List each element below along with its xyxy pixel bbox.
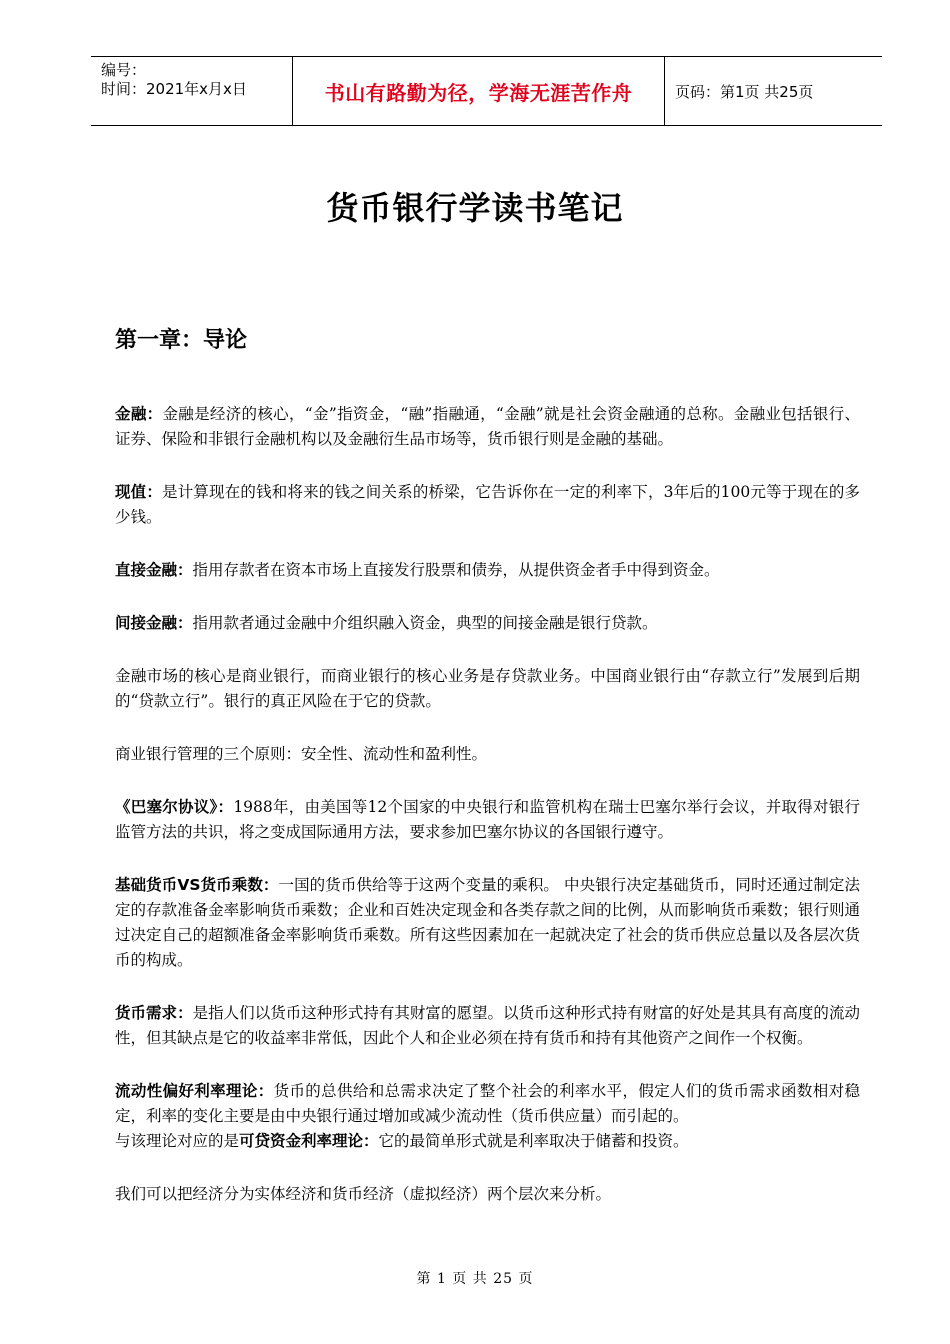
paragraph-text: 它的最简单形式就是利率取决于储蓄和投资。 (378, 1132, 689, 1150)
paragraph-text: 是指人们以货币这种形式持有其财富的愿望。以货币这种形式持有财富的好处是其具有高度的流动性，但其缺点是它的收益率非常低，因此个人和企业必须在持有货币和持有其他资产之间作一个权衡。 (115, 1004, 860, 1047)
header-time-label: 时间：2021年x月x日 (101, 80, 247, 98)
paragraph-bank-principles (115, 742, 860, 767)
paragraph-text: 是计算现在的钱和将来的钱之间关系的桥梁，它告诉你在一定的利率下，3年后的100元等于现在的多少钱。 (115, 483, 860, 526)
header-page-label: 页码：第1页 共25页 (675, 82, 814, 101)
paragraph-economy-levels (115, 1182, 860, 1207)
header-meta (91, 57, 291, 125)
paragraph-loanable-funds (115, 1129, 860, 1154)
term-label: 直接金融： (115, 561, 193, 579)
page-footer: 第 1 页 共 25 页 (416, 1271, 534, 1287)
term-label: 金融： (115, 405, 163, 423)
paragraph-present-value (115, 480, 860, 530)
paragraph-text: 商业银行管理的三个原则：安全性、流动性和盈利性。 (115, 745, 488, 763)
paragraph-monetary-base (115, 873, 860, 973)
chapter-heading: 第一章：导论 (115, 328, 248, 353)
paragraph-liquidity-preference (115, 1079, 860, 1129)
term-label: 间接金融： (115, 614, 193, 632)
paragraph-text: 金融市场的核心是商业银行，而商业银行的核心业务是存贷款业务。中国商业银行由“存款立行”发展到后期的“贷款立行”。银行的真正风险在于它的贷款。 (115, 667, 860, 710)
paragraph-text: 金融是经济的核心，“金”指资金，“融”指融通，“金融”就是社会资金融通的总称。金融业包括银行、证券、保险和非银行金融机构以及金融衍生品市场等，货币银行则是金融的基础。 (115, 405, 860, 448)
paragraph-text: 我们可以把经济分为实体经济和货币经济（虚拟经济）两个层次来分析。 (115, 1185, 612, 1203)
paragraph-text: 货币的总供给和总需求决定了整个社会的利率水平，假定人们的货币需求函数相对稳定，利率的变化主要是由中央银行通过增加或减少流动性（货币供应量）而引起的。 (115, 1082, 860, 1125)
document-body (115, 402, 860, 1235)
paragraph-indirect-finance (115, 611, 860, 636)
paragraph-text: 指用存款者在资本市场上直接发行股票和债券，从提供资金者手中得到资金。 (192, 561, 720, 579)
header-page-cell (665, 57, 882, 125)
paragraph-money-demand (115, 1001, 860, 1051)
page-header (91, 56, 882, 126)
term-label: 流动性偏好利率理论： (115, 1082, 274, 1100)
paragraph-basel-accord (115, 795, 860, 845)
paragraph-finance (115, 402, 860, 452)
header-motto-cell (292, 57, 665, 125)
document-title: 货币银行学读书笔记 (326, 189, 624, 227)
paragraph-text: 1988年，由美国等12个国家的中央银行和监管机构在瑞士巴塞尔举行会议，并取得对银行监管方法的共识，将之变成国际通用方法，要求参加巴塞尔协议的各国银行遵守。 (115, 798, 860, 841)
term-label: 《巴塞尔协议》： (115, 798, 234, 816)
paragraph-direct-finance (115, 558, 860, 583)
term-label: 现值： (115, 483, 163, 501)
header-motto: 书山有路勤为径，学海无涯苦作舟 (324, 80, 633, 105)
term-label: 基础货币VS货币乘数： (115, 876, 279, 894)
term-label: 货币需求： (115, 1004, 193, 1022)
paragraph-lead: 与该理论对应的是 (115, 1132, 240, 1150)
paragraph-commercial-bank (115, 664, 860, 714)
header-number-label: 编号： (101, 61, 147, 79)
paragraph-text: 一国的货币供给等于这两个变量的乘积。 中央银行决定基础货币，同时还通过制定法定的存款准备金率影响货币乘数；企业和百姓决定现金和各类存款之间的比例，从而影响货币乘数；银行则通过决定自己的超额准备金率影响货币乘数。所有这些因素加在一起就决定了社会的货币供应总量以及各层次货币的构成。 (115, 876, 860, 969)
term-label: 可贷资金利率理论： (239, 1132, 379, 1150)
paragraph-text: 指用款者通过金融中介组织融入资金，典型的间接金融是银行贷款。 (192, 614, 658, 632)
